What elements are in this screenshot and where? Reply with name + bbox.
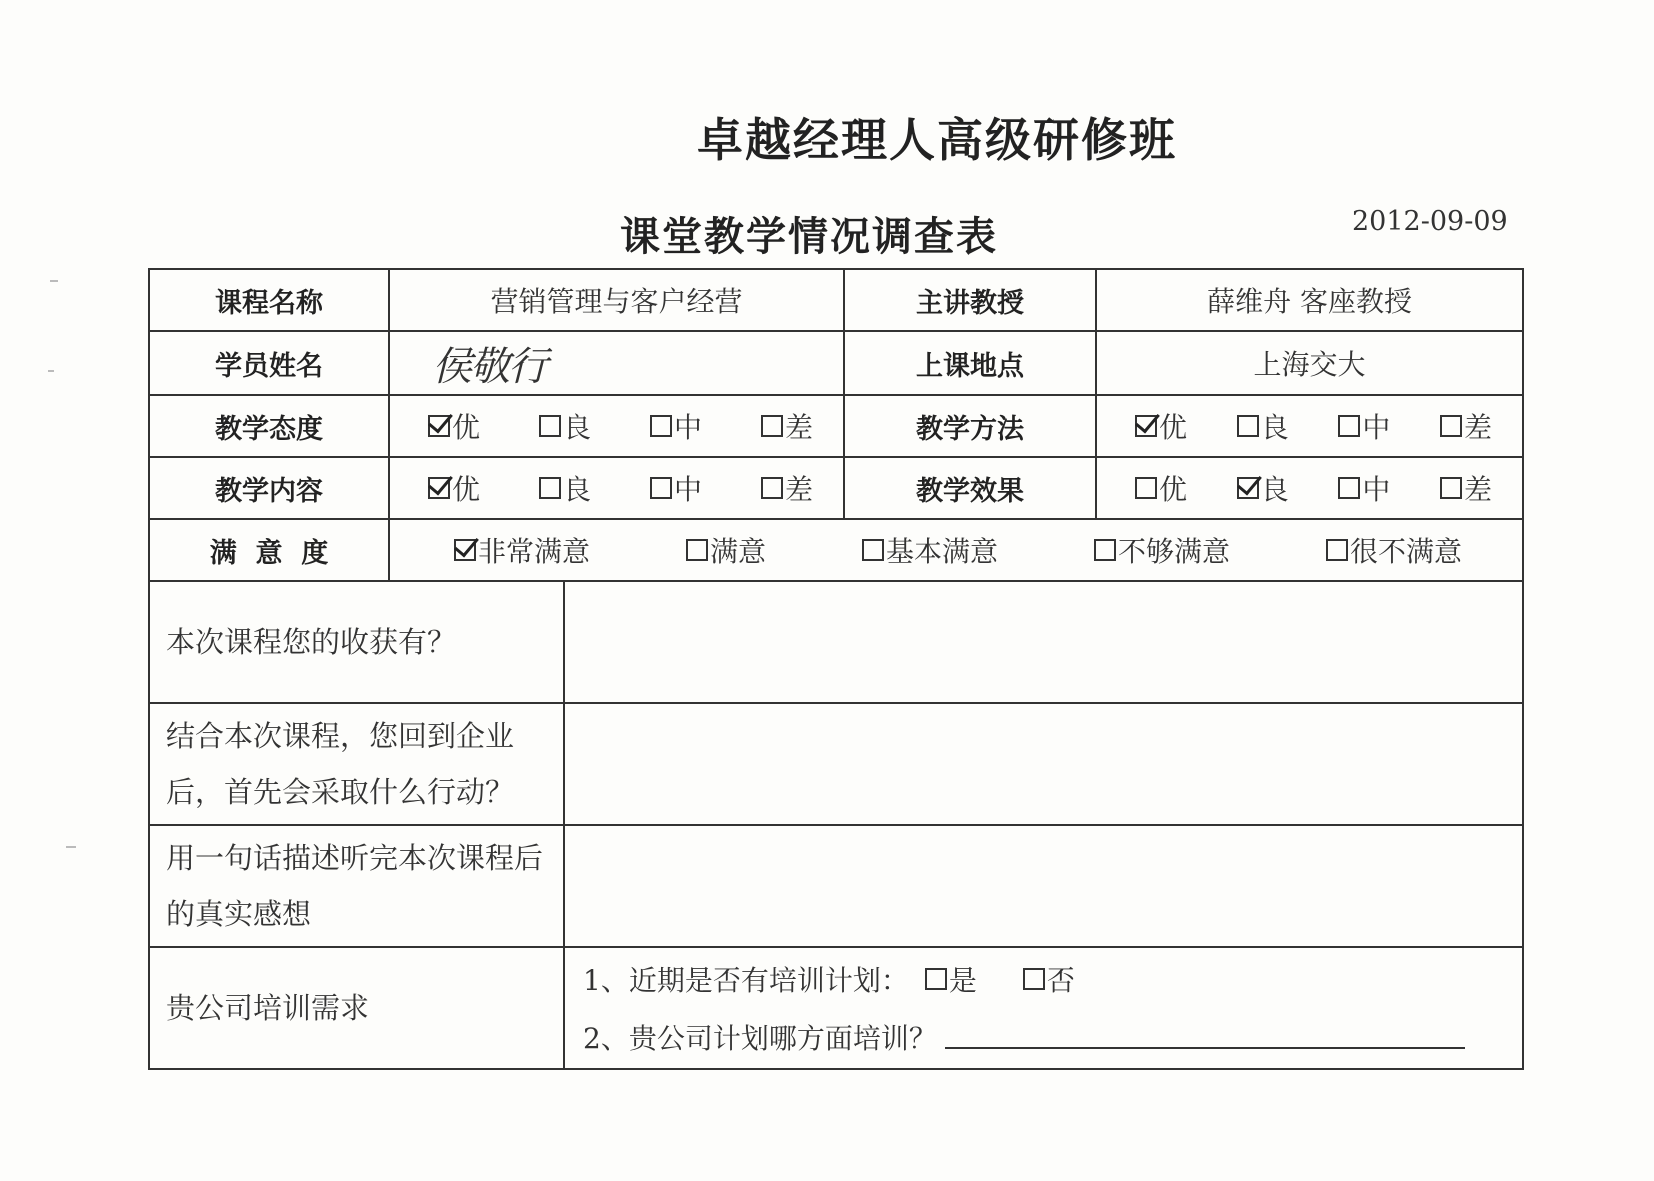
- teaching-content-options: [389, 457, 844, 519]
- checkbox-icon[interactable]: [1135, 477, 1157, 499]
- student-name-label: 学员姓名: [149, 331, 389, 395]
- checkbox-icon[interactable]: [1237, 415, 1259, 437]
- checkbox-icon[interactable]: [686, 539, 708, 561]
- scan-mark: [48, 370, 54, 372]
- satisfaction-basically-satisfied[interactable]: 基本满意: [862, 530, 998, 570]
- checkbox-icon[interactable]: [1338, 477, 1360, 499]
- attitude-option-good[interactable]: 良: [539, 406, 591, 446]
- form-date: 2012-09-09: [1352, 206, 1508, 237]
- effect-option-average[interactable]: 中: [1338, 468, 1390, 508]
- satisfaction-label: 满 意 度: [149, 519, 389, 581]
- checkbox-icon[interactable]: [1440, 415, 1462, 437]
- method-option-poor[interactable]: 差: [1440, 406, 1492, 446]
- attitude-option-excellent[interactable]: 优: [428, 406, 480, 446]
- checkbox-icon[interactable]: [539, 477, 561, 499]
- training-needs-cell: [564, 947, 1523, 1069]
- content-option-excellent[interactable]: 优: [428, 468, 480, 508]
- survey-table: [148, 268, 1524, 1070]
- attitude-option-poor[interactable]: 差: [761, 406, 813, 446]
- location-label: 上课地点: [844, 331, 1096, 395]
- question-feelings: 用一句话描述听完本次课程后的真实感想: [149, 825, 564, 947]
- teaching-attitude-options: [389, 395, 844, 457]
- training-plan-yes[interactable]: 是: [925, 959, 977, 999]
- checked-box-icon[interactable]: [428, 477, 450, 499]
- form-subtitle: 课堂教学情况调查表: [620, 214, 998, 260]
- scan-mark: [66, 846, 76, 848]
- checkbox-icon[interactable]: [1094, 539, 1116, 561]
- effect-option-excellent[interactable]: 优: [1135, 468, 1187, 508]
- answer-feelings[interactable]: [564, 825, 1523, 947]
- teaching-effect-options: [1096, 457, 1523, 519]
- checkbox-icon[interactable]: [1326, 539, 1348, 561]
- checkbox-icon[interactable]: [1338, 415, 1360, 437]
- teaching-content-label: 教学内容: [149, 457, 389, 519]
- satisfaction-not-satisfied-enough[interactable]: 不够满意: [1094, 530, 1230, 570]
- satisfaction-satisfied[interactable]: 满意: [686, 530, 766, 570]
- question-gains: 本次课程您的收获有？: [149, 581, 564, 703]
- answer-actions[interactable]: [564, 703, 1523, 825]
- attitude-option-average[interactable]: 中: [650, 406, 702, 446]
- training-plan-no[interactable]: 否: [1023, 959, 1075, 999]
- checkbox-icon[interactable]: [650, 415, 672, 437]
- method-option-good[interactable]: 良: [1237, 406, 1289, 446]
- checkbox-icon[interactable]: [862, 539, 884, 561]
- checkbox-icon[interactable]: [1440, 477, 1462, 499]
- satisfaction-very-dissatisfied[interactable]: 很不满意: [1326, 530, 1462, 570]
- content-option-good[interactable]: 良: [539, 468, 591, 508]
- effect-option-poor[interactable]: 差: [1440, 468, 1492, 508]
- checked-box-icon[interactable]: [1135, 415, 1157, 437]
- training-plan-question: 1、近期是否有培训计划：: [583, 964, 909, 997]
- effect-option-good[interactable]: 良: [1237, 468, 1289, 508]
- content-option-average[interactable]: 中: [650, 468, 702, 508]
- location-value[interactable]: 上海交大: [1096, 331, 1523, 395]
- method-option-excellent[interactable]: 优: [1135, 406, 1187, 446]
- checkbox-icon[interactable]: [650, 477, 672, 499]
- teaching-method-options: [1096, 395, 1523, 457]
- teaching-effect-label: 教学效果: [844, 457, 1096, 519]
- professor-value[interactable]: 薛维舟 客座教授: [1096, 269, 1523, 331]
- checkbox-icon[interactable]: [925, 968, 947, 990]
- course-name-label: 课程名称: [149, 269, 389, 331]
- method-option-average[interactable]: 中: [1338, 406, 1390, 446]
- checked-box-icon[interactable]: [428, 415, 450, 437]
- checked-box-icon[interactable]: [1237, 477, 1259, 499]
- answer-gains[interactable]: [564, 581, 1523, 703]
- course-name-value[interactable]: 营销管理与客户经营: [389, 269, 844, 331]
- training-area-question: 2、贵公司计划哪方面培训？: [583, 1022, 937, 1055]
- checkbox-icon[interactable]: [1023, 968, 1045, 990]
- professor-label: 主讲教授: [844, 269, 1096, 331]
- teaching-attitude-label: 教学态度: [149, 395, 389, 457]
- content-option-poor[interactable]: 差: [761, 468, 813, 508]
- checkbox-icon[interactable]: [539, 415, 561, 437]
- scan-mark: [50, 280, 58, 282]
- checkbox-icon[interactable]: [761, 415, 783, 437]
- training-area-blank[interactable]: [945, 1025, 1465, 1049]
- checked-box-icon[interactable]: [454, 539, 476, 561]
- question-training-needs: 贵公司培训需求: [149, 947, 564, 1069]
- checkbox-icon[interactable]: [761, 477, 783, 499]
- satisfaction-options: [389, 519, 1523, 581]
- question-actions: 结合本次课程，您回到企业后，首先会采取什么行动？: [149, 703, 564, 825]
- student-signature[interactable]: 侯敬行: [389, 331, 844, 395]
- teaching-method-label: 教学方法: [844, 395, 1096, 457]
- form-title: 卓越经理人高级研修班: [697, 113, 1177, 167]
- satisfaction-very-satisfied[interactable]: 非常满意: [454, 530, 590, 570]
